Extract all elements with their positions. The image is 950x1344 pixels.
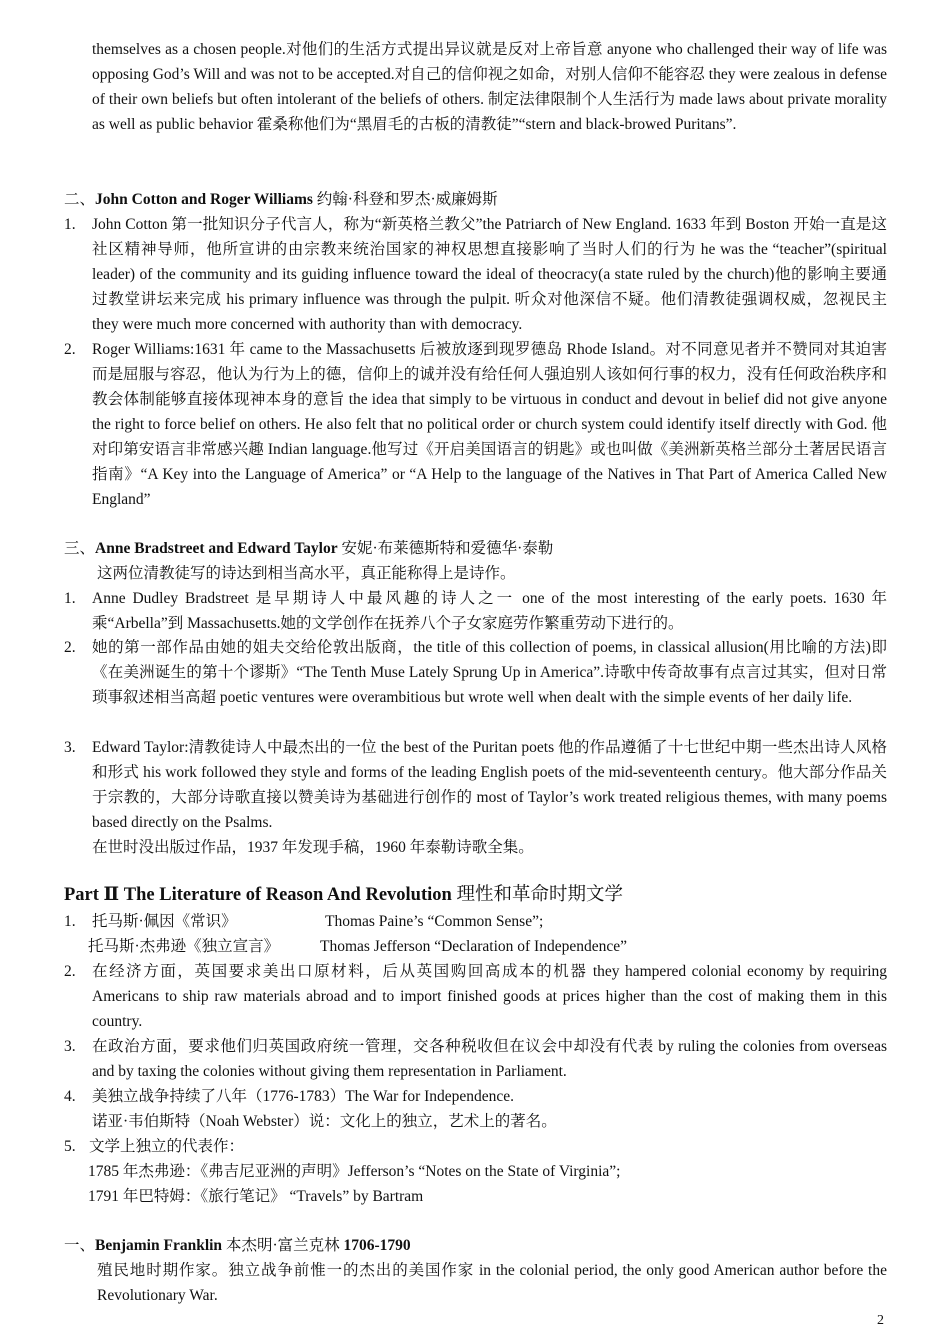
work-title-cn: 托马斯·杰弗逊《独立宣言》 bbox=[88, 938, 280, 955]
list-number: 2. bbox=[64, 341, 76, 358]
section-title-en: John Cotton and Roger Williams bbox=[95, 191, 313, 208]
section-title-cn: 安妮·布莱德斯特和爱德华·泰勒 bbox=[337, 540, 554, 557]
list-item-text: Edward Taylor:清教徒诗人中最杰出的一位 the best of the Puritan poets 他的作品遵循了十七世纪中期一些杰出诗人风格和形式 his work followed they style and forms of the leading English poets of the mid-seventeenth century。他大部分作品关于宗教的，大部分诗歌直接以赞美诗为基础进行创作的 most of Taylor’s work treated religious themes, with many poems based directly on the Psalms. bbox=[92, 739, 887, 831]
list-item bbox=[64, 1034, 887, 1084]
list-item-text: 美独立战争持续了八年（1776-1783）The War for Independence. bbox=[92, 1088, 515, 1105]
list-item bbox=[64, 212, 887, 337]
list-item bbox=[64, 586, 887, 636]
part-heading bbox=[64, 882, 623, 908]
section-heading-franklin bbox=[64, 1233, 886, 1258]
page-number: 2 bbox=[877, 1313, 884, 1328]
section-note: 在世时没出版过作品，1937 年发现手稿，1960 年泰勒诗歌全集。 bbox=[92, 839, 534, 856]
list-item-text: 在政治方面，要求他们归英国政府统一管理，交各种税收但在议会中却没有代表 by ruling the colonies from overseas and by taxing the colonies without giving them representation in Parliament. bbox=[92, 1038, 887, 1080]
work-title-en: Thomas Jefferson “Declaration of Independence” bbox=[320, 938, 627, 955]
section-title-en: Benjamin Franklin bbox=[95, 1237, 223, 1254]
section-paragraph: 殖民地时期作家。独立战争前惟一的杰出的美国作家 in the colonial period, the only good American author before the Revolutionary War. bbox=[97, 1262, 887, 1304]
list-number: 1. bbox=[64, 913, 76, 930]
section-prefix: 三、 bbox=[64, 540, 96, 557]
list-item-text: Anne Dudley Bradstreet 是早期诗人中最风趣的诗人之一 one of the most interesting of the early poets. 1630 年乘“Arbella”到 Massachusetts.她的文学创作在抚养八个子女家庭劳作繁重劳动下进行的。 bbox=[92, 590, 887, 632]
list-number: 3. bbox=[64, 739, 76, 756]
part-title-cn: 理性和革命时期文学 bbox=[451, 885, 623, 905]
list-number: 1. bbox=[64, 216, 76, 233]
list-item-text: 她的第一部作品由她的姐夫交给伦敦出版商，the title of this collection of poems, in classical allusion(用比喻的方法)即《在美洲诞生的第十个谬斯》“The Tenth Muse Lately Sprung Up in America”.诗歌中传奇故事有点言过其实，但对日常琐事叙述相当高超 poetic ventures were overambitious but wrote well when dealt with the simple events of her daily life. bbox=[92, 639, 887, 706]
section-years: 1706-1790 bbox=[343, 1237, 411, 1254]
list-item bbox=[64, 337, 887, 512]
list-number: 4. bbox=[64, 1088, 76, 1105]
list-item-text: Roger Williams:1631 年 came to the Massachusetts 后被放逐到现罗德岛 Rhode Island。对不同意见者并不赞同对其迫害而是屈服与容忍，他认为行为上的德，信仰上的诚并没有给任何人强迫别人该如何行事的权力，没有任何政治秩序和教会体制能够直接体现神本身的意旨 the idea that simply to be virtuous in conduct and devout in belief did not give anyone the right to force belief on others. He also felt that no political order or church system could identify itself directly with God. 他对印第安语言非常感兴趣 Indian language.他写过《开启美国语言的钥匙》或也叫做《美洲新英格兰部分土著居民语言指南》“A Key into the Language of America” or “A Help to the language of the Natives in That Part of America Called New England” bbox=[92, 341, 887, 508]
section-prefix: 二、 bbox=[64, 191, 96, 208]
list-item bbox=[64, 635, 887, 710]
list-number: 1. bbox=[64, 590, 76, 607]
list-number: 3. bbox=[64, 1038, 76, 1055]
list-item-text: 诺亚·韦伯斯特（Noah Webster）说：文化上的独立，艺术上的著名。 bbox=[92, 1113, 557, 1130]
part-title-en: The Literature of Reason And Revolution bbox=[123, 885, 452, 905]
intro-paragraph: themselves as a chosen people.对他们的生活方式提出异议就是反对上帝旨意 anyone who challenged their way of life was opposing God’s Will and was not to be accepted.对自己的信仰视之如命，对别人信仰不能容忍 they were zealous in defense of their own beliefs but often intolerant of the beliefs of others. 制定法律限制个人生活行为 made laws about private morality as well as public behavior 霍桑称他们为“黑眉毛的古板的清教徒”“stern and black-browed Puritans”. bbox=[92, 41, 887, 133]
list-number: 5. bbox=[64, 1138, 76, 1155]
list-item-text: 1785 年杰弗逊：《弗吉尼亚洲的声明》Jefferson’s “Notes on the State of Virginia”; bbox=[88, 1163, 621, 1180]
list-item-text: John Cotton 第一批知识分子代言人，称为“新英格兰教父”the Patriarch of New England. 1633 年到 Boston 开始一直是这社区精神导师，他所宣讲的由宗教来统治国家的神权思想直接影响了当时人们的行为 he was the “teacher”(spiritual leader) of the community and its guiding influence toward the ideal of theocracy(a state ruled by the church)他的影响主要通过教堂讲坛来完成 his primary influence was through the pulpit. 听众对他深信不疑。他们清教徒强调权威，忽视民主 they were much more concerned with authority than with democracy. bbox=[92, 216, 887, 333]
list-number: 2. bbox=[64, 963, 76, 980]
section-heading-bradstreet-taylor bbox=[64, 536, 886, 561]
section-title-en: Anne Bradstreet and Edward Taylor bbox=[95, 540, 338, 557]
list-item-text: 在经济方面，英国要求美出口原材料，后从英国购回高成本的机器 they hampered colonial economy by requiring Americans to ship raw materials abroad and to import finished goods at prices higher than the cost of making them in this country. bbox=[92, 963, 887, 1030]
list-item-text: 文学上独立的代表作： bbox=[89, 1138, 245, 1155]
section-title-cn: 约翰·科登和罗杰·威廉姆斯 bbox=[312, 191, 498, 208]
section-title-cn: 本杰明·富兰克林 bbox=[222, 1237, 344, 1254]
work-title-cn: 托马斯·佩因《常识》 bbox=[92, 913, 237, 930]
list-item bbox=[64, 735, 887, 835]
work-title-en: Thomas Paine’s “Common Sense”; bbox=[325, 913, 544, 930]
list-item bbox=[64, 959, 887, 1034]
section-heading-cotton-williams bbox=[64, 187, 886, 212]
section-prefix: 一、 bbox=[64, 1237, 96, 1254]
list-item-text: 1791 年巴特姆：《旅行笔记》 “Travels” by Bartram bbox=[88, 1188, 424, 1205]
part-label: Part Ⅱ bbox=[64, 885, 120, 905]
list-number: 2. bbox=[64, 639, 76, 656]
section-intro: 这两位清教徒写的诗达到相当高水平，真正能称得上是诗作。 bbox=[97, 565, 516, 582]
